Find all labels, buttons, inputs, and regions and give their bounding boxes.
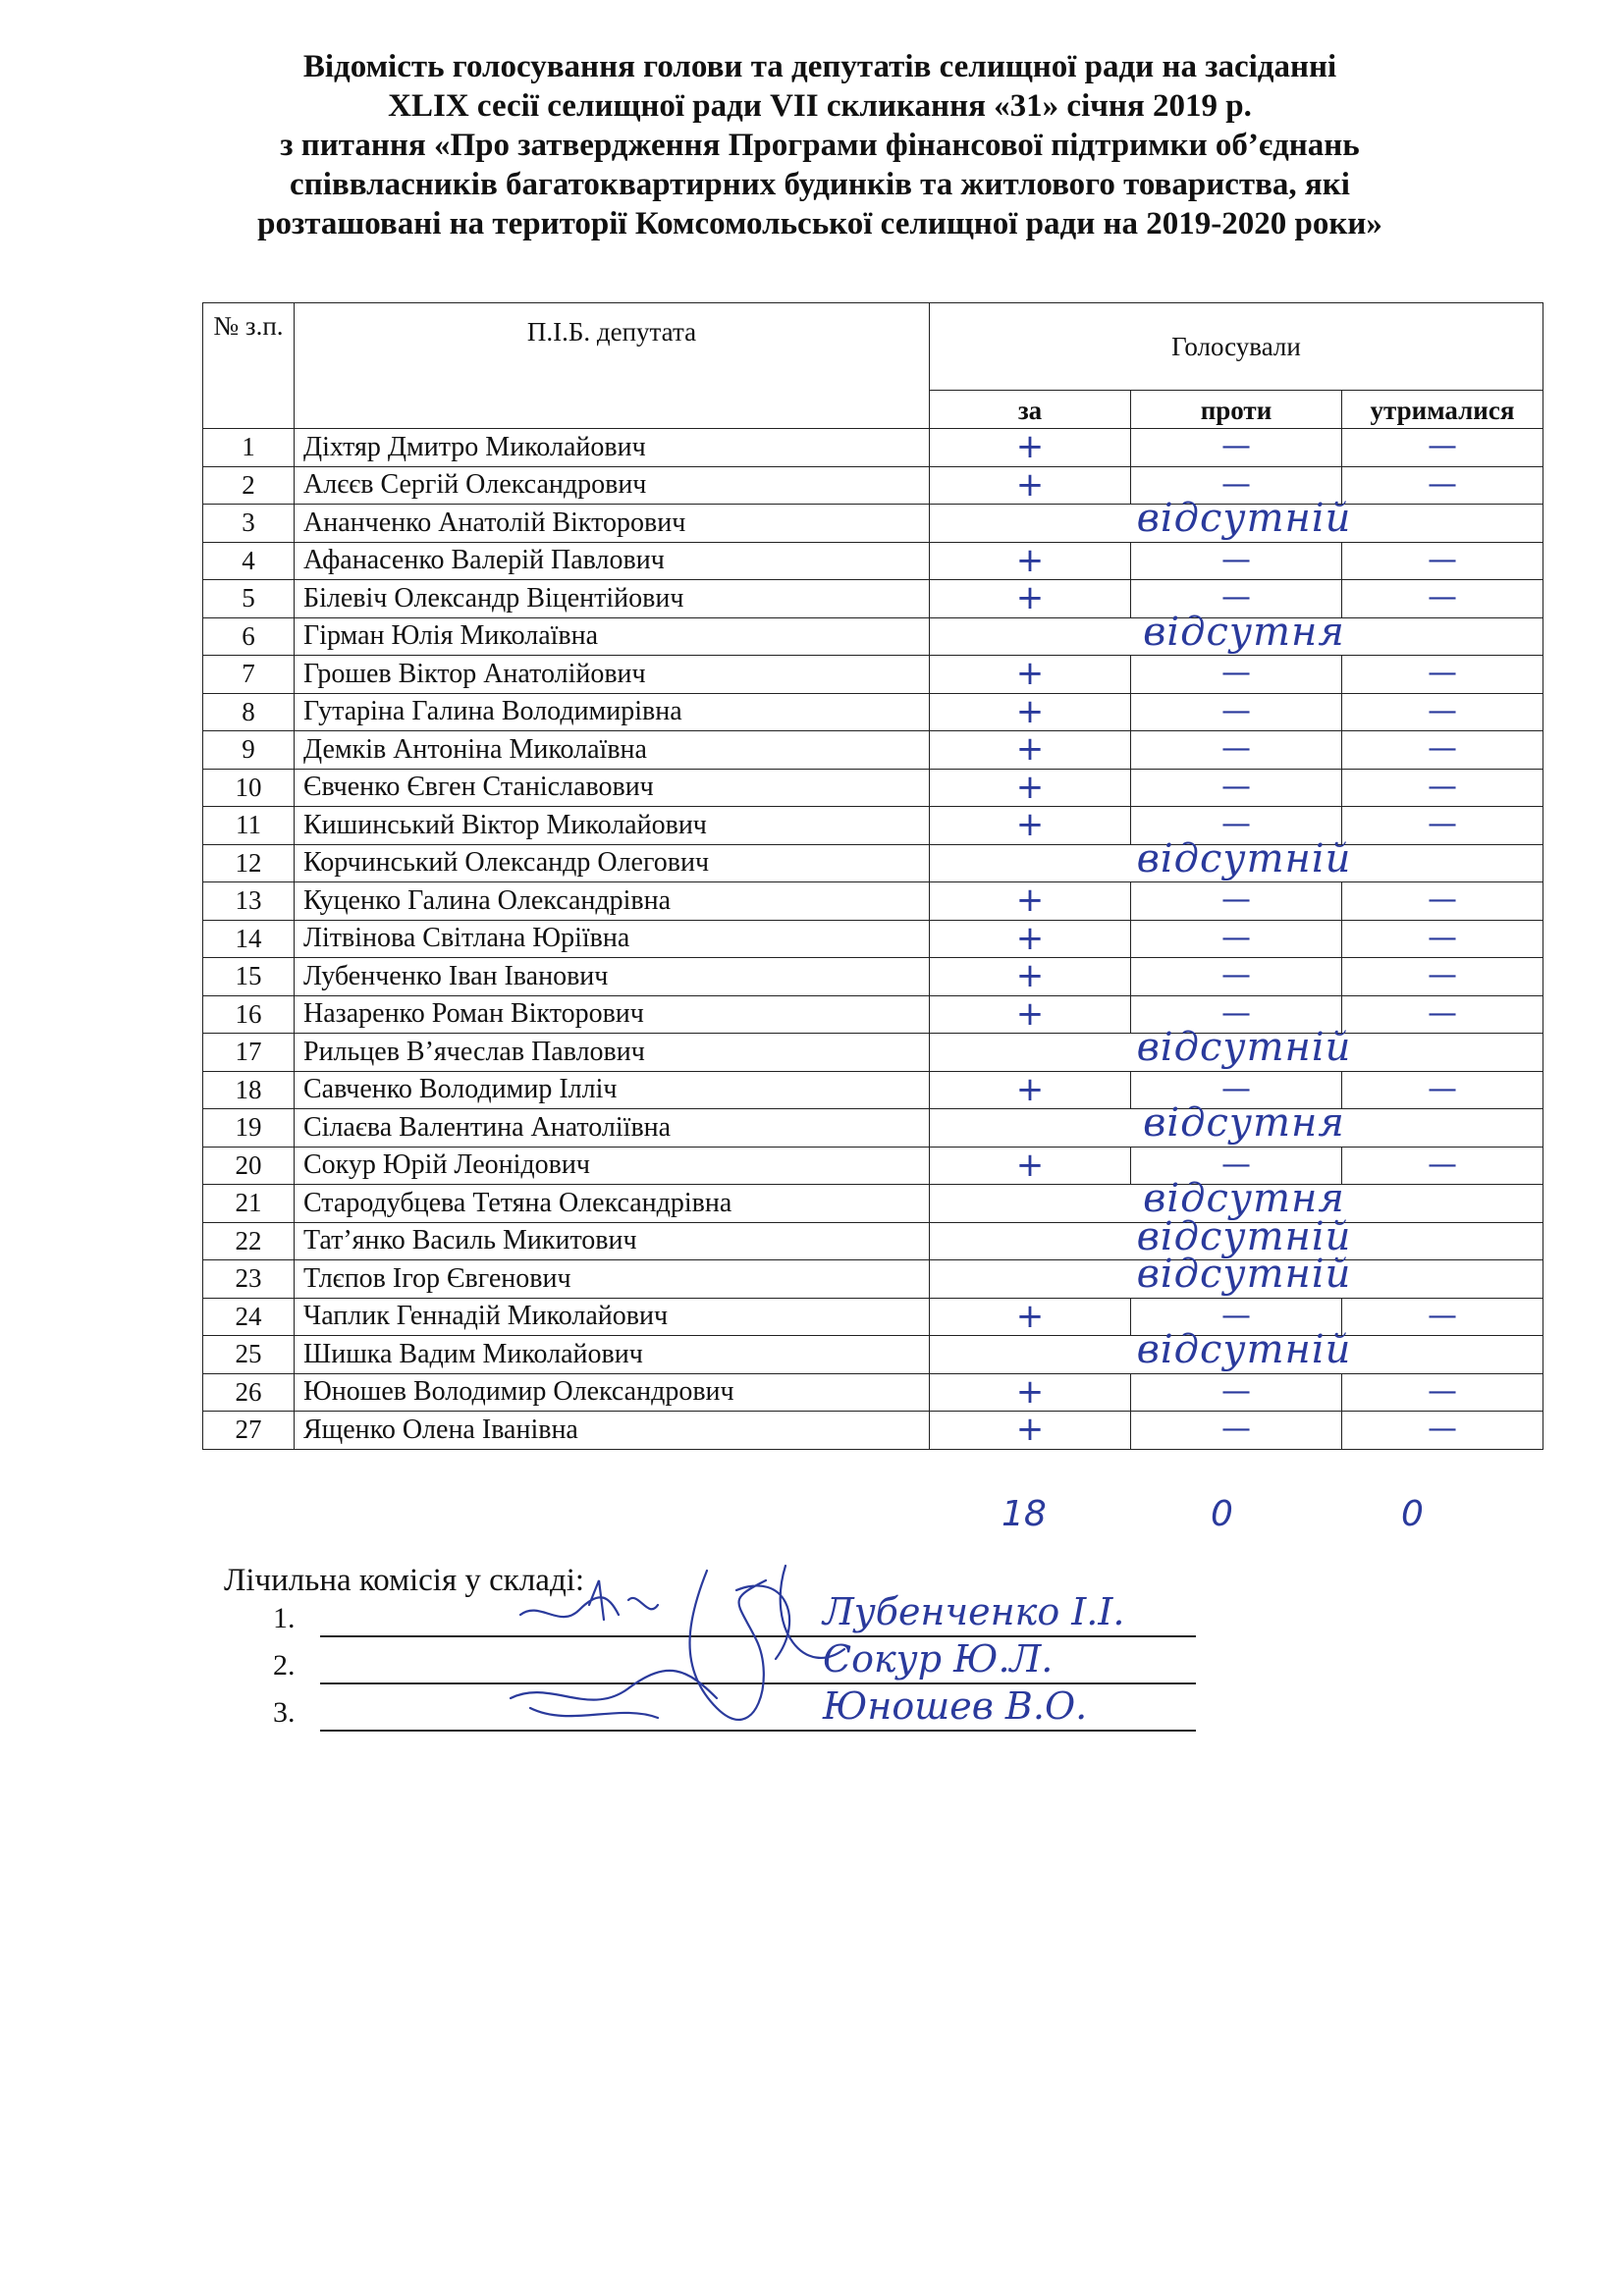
plus-mark: + xyxy=(1015,1145,1045,1185)
absent-handwritten: відсутній xyxy=(1136,496,1352,542)
vote-abstained xyxy=(1342,429,1543,467)
vote-abstained xyxy=(1342,807,1543,845)
dash-mark: — xyxy=(1221,542,1251,577)
header-abstained: утрималися xyxy=(1342,391,1543,429)
dash-mark: — xyxy=(1428,429,1457,464)
row-number: 15 xyxy=(203,958,295,996)
row-number: 27 xyxy=(203,1412,295,1450)
dash-mark: — xyxy=(1221,580,1251,615)
header-for: за xyxy=(930,391,1131,429)
deputy-name: Ананченко Анатолій Вікторович xyxy=(295,505,930,543)
title-line: XLIX сесії селищної ради VII скликання «31» січня 2019 р. xyxy=(388,88,1252,124)
dash-mark: — xyxy=(1428,1412,1457,1447)
vote-for xyxy=(930,995,1131,1034)
vote-against xyxy=(1131,958,1342,996)
vote-against xyxy=(1131,693,1342,731)
deputy-name: Стародубцева Тетяна Олександрівна xyxy=(295,1185,930,1223)
row-number: 19 xyxy=(203,1109,295,1148)
deputy-name: Лубенченко Іван Іванович xyxy=(295,958,930,996)
vote-for xyxy=(930,429,1131,467)
vote-for xyxy=(930,807,1131,845)
dash-mark: — xyxy=(1428,1298,1457,1333)
row-number: 18 xyxy=(203,1071,295,1109)
deputy-name: Кишинський Віктор Миколайович xyxy=(295,807,930,845)
row-number: 13 xyxy=(203,882,295,921)
table-row xyxy=(203,769,1543,807)
vote-for xyxy=(930,580,1131,618)
vote-against xyxy=(1131,920,1342,958)
dash-mark: — xyxy=(1221,1147,1251,1182)
deputy-name: Юношев Володимир Олександрович xyxy=(295,1373,930,1412)
dash-mark: — xyxy=(1428,466,1457,502)
vote-for xyxy=(930,656,1131,694)
vote-against xyxy=(1131,1373,1342,1412)
table-row xyxy=(203,617,1543,656)
absent-mark xyxy=(930,835,1543,882)
dash-mark: — xyxy=(1221,958,1251,993)
vote-for xyxy=(930,1412,1131,1450)
plus-mark: + xyxy=(1015,540,1045,580)
member-index: 2. xyxy=(273,1649,296,1682)
vote-abstained xyxy=(1342,466,1543,505)
vote-against xyxy=(1131,656,1342,694)
signature-1 xyxy=(520,1580,658,1620)
table-row xyxy=(203,920,1543,958)
table-row xyxy=(203,1034,1543,1072)
absent-mark xyxy=(930,1025,1543,1072)
absent-handwritten: відсутній xyxy=(1136,1213,1352,1259)
vote-against xyxy=(1131,1412,1342,1450)
plus-mark: + xyxy=(1015,881,1045,921)
commission-title: Лічильна комісія у складі: xyxy=(224,1563,585,1598)
dash-mark: — xyxy=(1428,1147,1457,1182)
vote-abstained xyxy=(1342,1147,1543,1185)
plus-mark: + xyxy=(1015,993,1045,1034)
total-abstained: 0 xyxy=(1401,1494,1424,1534)
table-row xyxy=(203,958,1543,996)
title-line: з питання «Про затвердження Програми фінансової підтримки об’єднань xyxy=(280,128,1360,163)
member-index: 1. xyxy=(273,1602,296,1634)
header-against: проти xyxy=(1131,391,1342,429)
row-number: 8 xyxy=(203,693,295,731)
dash-mark: — xyxy=(1428,693,1457,728)
row-number: 4 xyxy=(203,542,295,580)
absent-handwritten: відсутній xyxy=(1136,1327,1352,1373)
row-number: 2 xyxy=(203,466,295,505)
plus-mark: + xyxy=(1015,956,1045,996)
table-row xyxy=(203,844,1543,882)
absent-handwritten: відсутній xyxy=(1136,835,1352,881)
vote-for xyxy=(930,1147,1131,1185)
plus-mark: + xyxy=(1015,1371,1045,1412)
plus-mark: + xyxy=(1015,729,1045,770)
dash-mark: — xyxy=(1221,1412,1251,1447)
member-handwritten-name: Юношев В.О. xyxy=(823,1684,1088,1728)
table-row xyxy=(203,1336,1543,1374)
table-row xyxy=(203,505,1543,543)
dash-mark: — xyxy=(1221,1298,1251,1333)
member-handwritten-name: Сокур Ю.Л. xyxy=(823,1637,1054,1681)
vote-against xyxy=(1131,769,1342,807)
row-number: 10 xyxy=(203,769,295,807)
table-row xyxy=(203,882,1543,921)
dash-mark: — xyxy=(1221,466,1251,502)
absent-handwritten: відсутня xyxy=(1143,1100,1345,1147)
dash-mark: — xyxy=(1428,807,1457,842)
absent-mark xyxy=(930,609,1543,656)
plus-mark: + xyxy=(1015,427,1045,467)
plus-mark: + xyxy=(1015,1410,1045,1450)
dash-mark: — xyxy=(1428,920,1457,955)
table-row xyxy=(203,1260,1543,1299)
row-number: 7 xyxy=(203,656,295,694)
vote-abstained xyxy=(1342,958,1543,996)
voting-table xyxy=(202,302,1543,1450)
row-number: 11 xyxy=(203,807,295,845)
plus-mark: + xyxy=(1015,1069,1045,1109)
dash-mark: — xyxy=(1221,731,1251,767)
vote-abstained xyxy=(1342,1373,1543,1412)
vote-abstained xyxy=(1342,882,1543,921)
table-row xyxy=(203,656,1543,694)
vote-for xyxy=(930,920,1131,958)
vote-abstained xyxy=(1342,1412,1543,1450)
title-line: розташовані на території Комсомольської селищної ради на 2019-2020 роки» xyxy=(257,206,1382,241)
deputy-name: Алєєв Сергій Олександрович xyxy=(295,466,930,505)
vote-for xyxy=(930,1373,1131,1412)
plus-mark: + xyxy=(1015,767,1045,807)
dash-mark: — xyxy=(1428,769,1457,804)
vote-abstained xyxy=(1342,731,1543,770)
vote-abstained xyxy=(1342,693,1543,731)
deputy-name: Діхтяр Дмитро Миколайович xyxy=(295,429,930,467)
header-voted: Голосували xyxy=(930,303,1543,391)
deputy-name: Куценко Галина Олександрівна xyxy=(295,882,930,921)
table-row xyxy=(203,1109,1543,1148)
signature-large xyxy=(690,1566,845,1720)
vote-abstained xyxy=(1342,580,1543,618)
deputy-name: Чаплик Геннадій Миколайович xyxy=(295,1298,930,1336)
signature-2 xyxy=(511,1671,717,1718)
vote-abstained xyxy=(1342,769,1543,807)
deputy-name: Тлєпов Ігор Євгенович xyxy=(295,1260,930,1299)
vote-abstained xyxy=(1342,1298,1543,1336)
row-number: 12 xyxy=(203,844,295,882)
deputy-name: Ященко Олена Іванівна xyxy=(295,1412,930,1450)
plus-mark: + xyxy=(1015,1296,1045,1336)
deputy-name: Корчинський Олександр Олегович xyxy=(295,844,930,882)
vote-abstained xyxy=(1342,1071,1543,1109)
member-handwritten-name: Лубенченко І.І. xyxy=(823,1590,1125,1633)
dash-mark: — xyxy=(1428,995,1457,1031)
row-number: 1 xyxy=(203,429,295,467)
dash-mark: — xyxy=(1428,542,1457,577)
row-number: 24 xyxy=(203,1298,295,1336)
document-title xyxy=(177,47,1463,243)
dash-mark: — xyxy=(1221,693,1251,728)
absent-mark xyxy=(930,496,1543,543)
dash-mark: — xyxy=(1428,1373,1457,1409)
vote-abstained xyxy=(1342,542,1543,580)
vote-for xyxy=(930,542,1131,580)
deputy-name: Літвінова Світлана Юріївна xyxy=(295,920,930,958)
vote-against xyxy=(1131,542,1342,580)
vote-for xyxy=(930,466,1131,505)
vote-for xyxy=(930,958,1131,996)
dash-mark: — xyxy=(1221,995,1251,1031)
dash-mark: — xyxy=(1221,1071,1251,1106)
table-row xyxy=(203,542,1543,580)
dash-mark: — xyxy=(1221,882,1251,918)
dash-mark: — xyxy=(1428,882,1457,918)
deputy-name: Гутаріна Галина Володимирівна xyxy=(295,693,930,731)
dash-mark: — xyxy=(1428,656,1457,691)
plus-mark: + xyxy=(1015,578,1045,618)
deputy-name: Білевіч Олександр Віцентійович xyxy=(295,580,930,618)
plus-mark: + xyxy=(1015,691,1045,731)
row-number: 14 xyxy=(203,920,295,958)
table-row xyxy=(203,693,1543,731)
row-number: 17 xyxy=(203,1034,295,1072)
signature-scribbles xyxy=(491,1561,1041,1757)
plus-mark: + xyxy=(1015,654,1045,694)
dash-mark: — xyxy=(1221,920,1251,955)
row-number: 25 xyxy=(203,1336,295,1374)
absent-handwritten: відсутній xyxy=(1136,1025,1352,1071)
deputy-name: Сокур Юрій Леонідович xyxy=(295,1147,930,1185)
row-number: 6 xyxy=(203,617,295,656)
table-body xyxy=(203,429,1543,1450)
vote-for xyxy=(930,731,1131,770)
absent-mark xyxy=(930,1100,1543,1148)
dash-mark: — xyxy=(1428,1071,1457,1106)
vote-against xyxy=(1131,731,1342,770)
table-row xyxy=(203,731,1543,770)
table-row xyxy=(203,1373,1543,1412)
plus-mark: + xyxy=(1015,464,1045,505)
dash-mark: — xyxy=(1221,429,1251,464)
row-number: 16 xyxy=(203,995,295,1034)
member-index: 3. xyxy=(273,1696,296,1729)
row-number: 26 xyxy=(203,1373,295,1412)
absent-handwritten: відсутній xyxy=(1136,1252,1352,1298)
deputy-name: Євченко Євген Станіславович xyxy=(295,769,930,807)
dash-mark: — xyxy=(1221,656,1251,691)
deputy-name: Рильцев В’ячеслав Павлович xyxy=(295,1034,930,1072)
total-for: 18 xyxy=(1001,1494,1047,1534)
vote-against xyxy=(1131,882,1342,921)
header-number: № з.п. xyxy=(203,303,295,429)
deputy-name: Афанасенко Валерій Павлович xyxy=(295,542,930,580)
deputy-name: Грошев Віктор Анатолійович xyxy=(295,656,930,694)
absent-handwritten: відсутня xyxy=(1143,609,1345,655)
vote-for xyxy=(930,769,1131,807)
total-against: 0 xyxy=(1211,1494,1233,1534)
vote-for xyxy=(930,693,1131,731)
vote-for xyxy=(930,1298,1131,1336)
deputy-name: Назаренко Роман Вікторович xyxy=(295,995,930,1034)
absent-mark xyxy=(930,1327,1543,1374)
header-name: П.І.Б. депутата xyxy=(295,303,930,429)
vote-for xyxy=(930,1071,1131,1109)
dash-mark: — xyxy=(1428,958,1457,993)
dash-mark: — xyxy=(1428,731,1457,767)
dash-mark: — xyxy=(1221,807,1251,842)
vote-abstained xyxy=(1342,656,1543,694)
vote-abstained xyxy=(1342,920,1543,958)
table-row xyxy=(203,429,1543,467)
deputy-name: Демків Антоніна Миколаївна xyxy=(295,731,930,770)
row-number: 23 xyxy=(203,1260,295,1299)
title-line: Відомість голосування голови та депутатів селищної ради на засіданні xyxy=(302,49,1337,84)
deputy-name: Шишка Вадим Миколайович xyxy=(295,1336,930,1374)
table-row xyxy=(203,1412,1543,1450)
vote-abstained xyxy=(1342,995,1543,1034)
row-number: 21 xyxy=(203,1185,295,1223)
title-line: співвласників багатоквартирних будинків та житлового товариства, які xyxy=(290,167,1350,202)
absent-mark xyxy=(930,1252,1543,1299)
dash-mark: — xyxy=(1428,580,1457,615)
vote-against xyxy=(1131,429,1342,467)
row-number: 9 xyxy=(203,731,295,770)
row-number: 22 xyxy=(203,1222,295,1260)
plus-mark: + xyxy=(1015,918,1045,958)
row-number: 3 xyxy=(203,505,295,543)
dash-mark: — xyxy=(1221,769,1251,804)
dash-mark: — xyxy=(1221,1373,1251,1409)
deputy-name: Гірман Юлія Миколаївна xyxy=(295,617,930,656)
row-number: 5 xyxy=(203,580,295,618)
deputy-name: Сілаєва Валентина Анатоліївна xyxy=(295,1109,930,1148)
plus-mark: + xyxy=(1015,805,1045,845)
deputy-name: Тат’янко Василь Микитович xyxy=(295,1222,930,1260)
row-number: 20 xyxy=(203,1147,295,1185)
absent-handwritten: відсутня xyxy=(1143,1176,1345,1222)
deputy-name: Савченко Володимир Ілліч xyxy=(295,1071,930,1109)
vote-for xyxy=(930,882,1131,921)
